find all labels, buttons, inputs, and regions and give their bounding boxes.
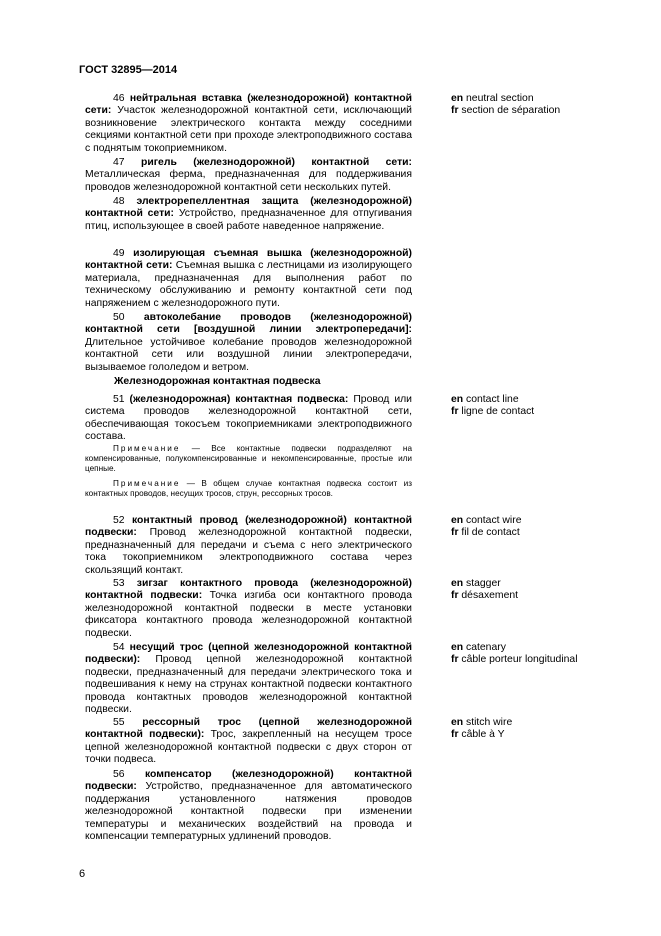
term-definition: Провод железнодорожной контактной подвески, предназначенный для передачи и съема с него электрического тока токоприемником электроподвижного состава через скользящий контакт. — [85, 527, 412, 576]
term-definition: Металлическая ферма, предназначенная для поддерживания проводов железнодорожной контактной сети нескольких путей. — [85, 169, 412, 193]
term-49: 49 изолирующая съемная вышка (железнодорожной) контактной сети: Съемная вышка с лестницами из изолирующего материала, предназначенная для выполнения работ по техническому обслуживанию и ремонту контактной сети под напряжением с железнодорожного пути. — [85, 248, 413, 309]
term-53-translations: en stagger fr désaxement — [451, 578, 519, 602]
term-title: контактный провод (железнодорожной) контактной подвески: — [85, 515, 412, 539]
term-53: 53 зигзаг контактного провода (железнодорожной) контактной подвески: Точка изгиба оси контактного провода железнодорожной контактной подвески в месте установки фиксатора контактного провода железнодорожной контактной подвески. — [85, 578, 412, 639]
term-46-translations: en neutral section fr section de séparation — [451, 93, 561, 117]
term-definition: Длительное устойчивое колебание проводов железнодорожной контактной сети или воздушной линии электропередачи, вызываемое гололедом и ветром. — [85, 336, 412, 373]
section-title: Железнодорожная контактная подвеска — [114, 376, 321, 387]
document-header: ГОСТ 32895—2014 — [79, 64, 178, 76]
term-title: несущий трос (цепной железнодорожной контактной подвески): — [85, 642, 412, 666]
term-title: компенсатор (железнодорожной) контактной подвески: — [85, 769, 412, 793]
term-51: 51 (железнодорожная) контактная подвеска: Провод или система проводов железнодорожной контактной сети, обеспечивающая токосъем токоприемниками электроподвижного состава. — [85, 394, 412, 443]
note-2: Примечание — В общем случае контактная подвеска состоит из контактных проводов, несущих тросов, струн, рессорных тросов. — [85, 479, 413, 498]
term-title: автоколебание проводов (железнодорожной) контактной сети [воздушной линии электропередачи]: — [85, 312, 412, 336]
term-50: 50 автоколебание проводов (железнодорожной) контактной сети [воздушной линии электропередачи]: Длительное устойчивое колебание проводов железнодорожной контактной сети или воздушной линии электропередачи, вызываемое гололедом и ветром. — [85, 312, 412, 373]
term-title: рессорный трос (цепной железнодорожной контактной подвески): — [85, 717, 412, 741]
term-definition: Устройство, предназначенное для отпугивания птиц, использующее в своей работе наведенное напряжение. — [85, 208, 412, 232]
term-52: 52 контактный провод (железнодорожной) контактной подвески: Провод железнодорожной контактной подвески, предназначенный для передачи и съема с него электрического тока токоприемником электроподвижного состава через скользящий контакт. — [85, 515, 412, 576]
term-title: зигзаг контактного провода (железнодорожной) контактной подвески: — [85, 578, 412, 602]
term-56: 56 компенсатор (железнодорожной) контактной подвески: Устройство, предназначенное для автоматического поддержания установленного натяжения проводов железнодорожной контактной подвески при изменении температуры и механических воздействий на провода и компенсации температурных удлинений проводов. — [85, 769, 413, 843]
term-definition: Съемная вышка с лестницами из изолирующего материала, предназначенная для выполнения работ по техническому обслуживанию и ремонту контактной сети под напряжением с железнодорожного пути. — [85, 260, 412, 309]
term-title: ригель (железнодорожной) контактной сети: — [141, 157, 413, 168]
page-number: 6 — [79, 868, 86, 880]
term-54: 54 несущий трос (цепной железнодорожной контактной подвески): Провод цепной железнодорожной контактной подвески, предназначенный для передачи электрического тока и подвешивания к нему на струнах контактной подвески контактного провода контактных проводов железнодорожной контактной подвески. — [85, 642, 412, 716]
note-1: Примечание — Все контактные подвески подразделяют на компенсированные, полукомпенсированные и некомпенсированные, простые или цепные. — [85, 444, 413, 473]
term-title: (железнодорожная) контактная подвеска: — [129, 394, 349, 405]
note-label: Примечание — [113, 479, 181, 488]
term-51-translations: en contact line fr ligne de contact — [451, 394, 535, 418]
term-definition: Устройство, предназначенное для автоматического поддержания установленного натяжения проводов железнодорожной контактной подвески при изменении температуры и механических воздействий на провода и компенсации температурных удлинений проводов. — [85, 781, 413, 843]
term-48: 48 электрорепеллентная защита (железнодорожной) контактной сети: Устройство, предназначенное для отпугивания птиц, использующее в своей работе наведенное напряжение. — [85, 196, 413, 232]
term-definition: Точка изгиба оси контактного провода железнодорожной контактной подвески в месте установки фиксатора контактного провода железнодорожной контактной подвески. — [85, 590, 412, 639]
term-definition: Участок железнодорожной контактной сети, исключающий возникновение электрического контакта между соседними секциями контактной сети при проходе электроподвижного состава с поднятым токоприемником. — [85, 105, 412, 154]
term-definition: Провод или система проводов железнодорожной контактной сети, обеспечивающая токосъем токоприемниками электроподвижного состава. — [85, 394, 412, 443]
term-54-translations: en catenary fr câble porteur longitudinal — [451, 642, 578, 666]
note-label: Примечание — [113, 444, 181, 453]
term-title: нейтральная вставка (железнодорожной) контактной сети: — [85, 93, 412, 117]
term-47: 47 ригель (железнодорожной) контактной сети: Металлическая ферма, предназначенная для поддерживания проводов железнодорожной контактной сети нескольких путей. — [85, 157, 413, 193]
term-46: 46 нейтральная вставка (железнодорожной) контактной сети: Участок железнодорожной контактной сети, исключающий возникновение электрического контакта между соседними секциями контактной сети при проходе электроподвижного состава с поднятым токоприемником. — [85, 93, 412, 154]
term-55: 55 рессорный трос (цепной железнодорожной контактной подвески): Трос, закрепленный на несущем тросе цепной железнодорожной контактной подвески с двух сторон от точки подвеса. — [85, 717, 412, 766]
term-52-translations: en contact wire fr fil de contact — [451, 515, 522, 539]
term-definition: Провод цепной железнодорожной контактной подвески, предназначенный для передачи электрического тока и подвешивания к нему на струнах контактной подвески контактного провода контактных проводов железнодорожной контактной подвески. — [85, 654, 412, 716]
term-definition: Трос, закрепленный на несущем тросе цепной железнодорожной контактной подвески с двух сторон от точки подвеса. — [85, 729, 412, 766]
term-title: электрорепеллентная защита (железнодорожной) контактной сети: — [85, 196, 413, 220]
term-55-translations: en stitch wire fr câble à Y — [451, 717, 513, 741]
term-title: изолирующая съемная вышка (железнодорожной) контактной сети: — [85, 248, 413, 272]
